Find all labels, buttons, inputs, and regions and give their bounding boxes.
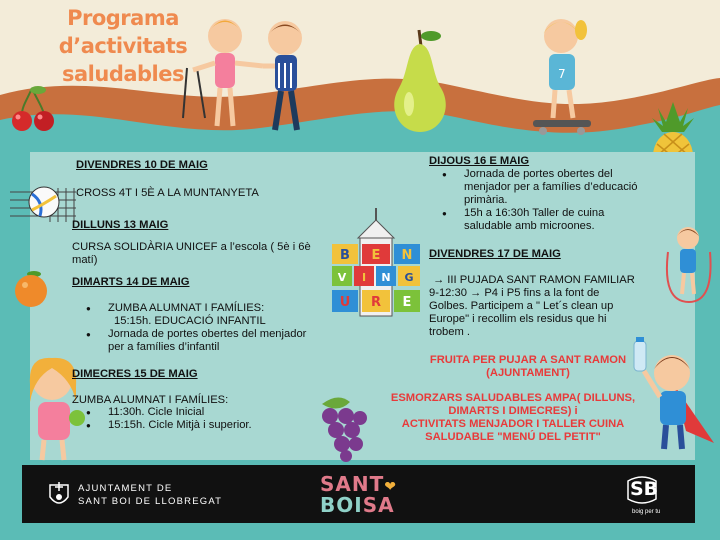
list-item: ● 15h a 16:30h Taller de cuina saludable amb microones. (432, 207, 672, 233)
sign-letter: U (339, 295, 351, 310)
red-note-fruita: FRUITA PER PUJAR A SANT RAMON (AJUNTAMENT) (429, 354, 627, 379)
heading-dimarts-14: DIMARTS 14 DE MAIG (72, 276, 190, 288)
heading-dimecres-15: DIMECRES 15 DE MAIG (72, 368, 198, 380)
list-item: ● 15:15h. Cicle Mitjà i superior. (76, 419, 326, 432)
text-pujada: → III PUJADA SANT RAMON FAMILIAR 9-12:30 → P4 i P5 fins a la font de Golbes. Participem a " Let´s clean up Europe" i recollim els residus que hi trobem . (429, 274, 635, 338)
ajuntament-line2: SANT BOI DE LLOBREGAT (78, 496, 223, 507)
ajuntament-line1: AJUNTAMENT DE (78, 483, 173, 494)
sign-letter: G (404, 271, 414, 284)
sign-letter: B (340, 248, 350, 263)
sign-letter: E (371, 248, 381, 263)
sign-letter: N (381, 271, 391, 284)
svg-text:7: 7 (558, 67, 566, 81)
text-cursa-line1: CURSA SOLIDÀRIA UNICEF a l’escola ( 5è i 6è (72, 241, 311, 253)
cherries-icon (8, 84, 58, 134)
city-crest-icon (48, 479, 70, 509)
list-dimarts (76, 302, 336, 354)
text-cross: CROSS 4T I 5È A LA MUNTANYETA (76, 187, 259, 199)
text-cursa-line2: matí) (72, 254, 98, 266)
heading-divendres-10: DIVENDRES 10 DE MAIG (76, 159, 208, 171)
orange-icon (12, 268, 50, 308)
list-dimecres (76, 406, 326, 432)
program-title: Programa d’activitats saludables (58, 6, 188, 86)
volleyball-icon (10, 182, 76, 226)
sb-tagline: boig per tu (632, 509, 661, 515)
heading-dilluns-13: DILLUNS 13 MAIG (72, 219, 169, 231)
red-note-esmorzars: ESMORZARS SALUDABLES AMPA( DILLUNS, DIMARTS I DIMECRES) i ACTIVITATS MENJADOR I TALLER CUINA SALUDABLE "MENÚ DEL PETIT" (390, 392, 636, 443)
sign-letter: V (337, 271, 347, 284)
heading-dijous-16: DIJOUS 16 E MAIG (429, 155, 530, 167)
heading-divendres-17: DIVENDRES 17 DE MAIG (429, 248, 561, 260)
list-item: ● Jornada de portes obertes del menjador per a famílies d’educació primària. (432, 168, 672, 207)
brand-boisa: BOISA (320, 493, 395, 517)
list-item: ● Jornada de portes obertes del menjador per a famílies d’infantil (76, 328, 336, 354)
sign-letter: N (401, 248, 413, 263)
list-dijous (432, 168, 672, 233)
text-zumba: ZUMBA ALUMNAT I FAMÍLIES: (72, 394, 229, 406)
jump-rope-boy-illustration (664, 222, 714, 306)
footer-bar (22, 465, 695, 523)
sign-letter: I (361, 271, 367, 284)
sign-letter: E (402, 295, 412, 310)
list-item: ● ZUMBA ALUMNAT I FAMÍLIES: 15:15h. EDUCACIÓ INFANTIL (76, 302, 336, 328)
welcome-sign-illustration (330, 208, 422, 320)
skater-girl-illustration (525, 8, 595, 138)
pear-icon (385, 26, 455, 136)
brand-sant: SANT❤ (320, 472, 397, 496)
sign-letter: R (370, 295, 382, 310)
kids-illustration (175, 8, 325, 138)
list-item: ● 11:30h. Cicle Inicial (76, 406, 326, 419)
sb-logo: SB (630, 478, 659, 500)
